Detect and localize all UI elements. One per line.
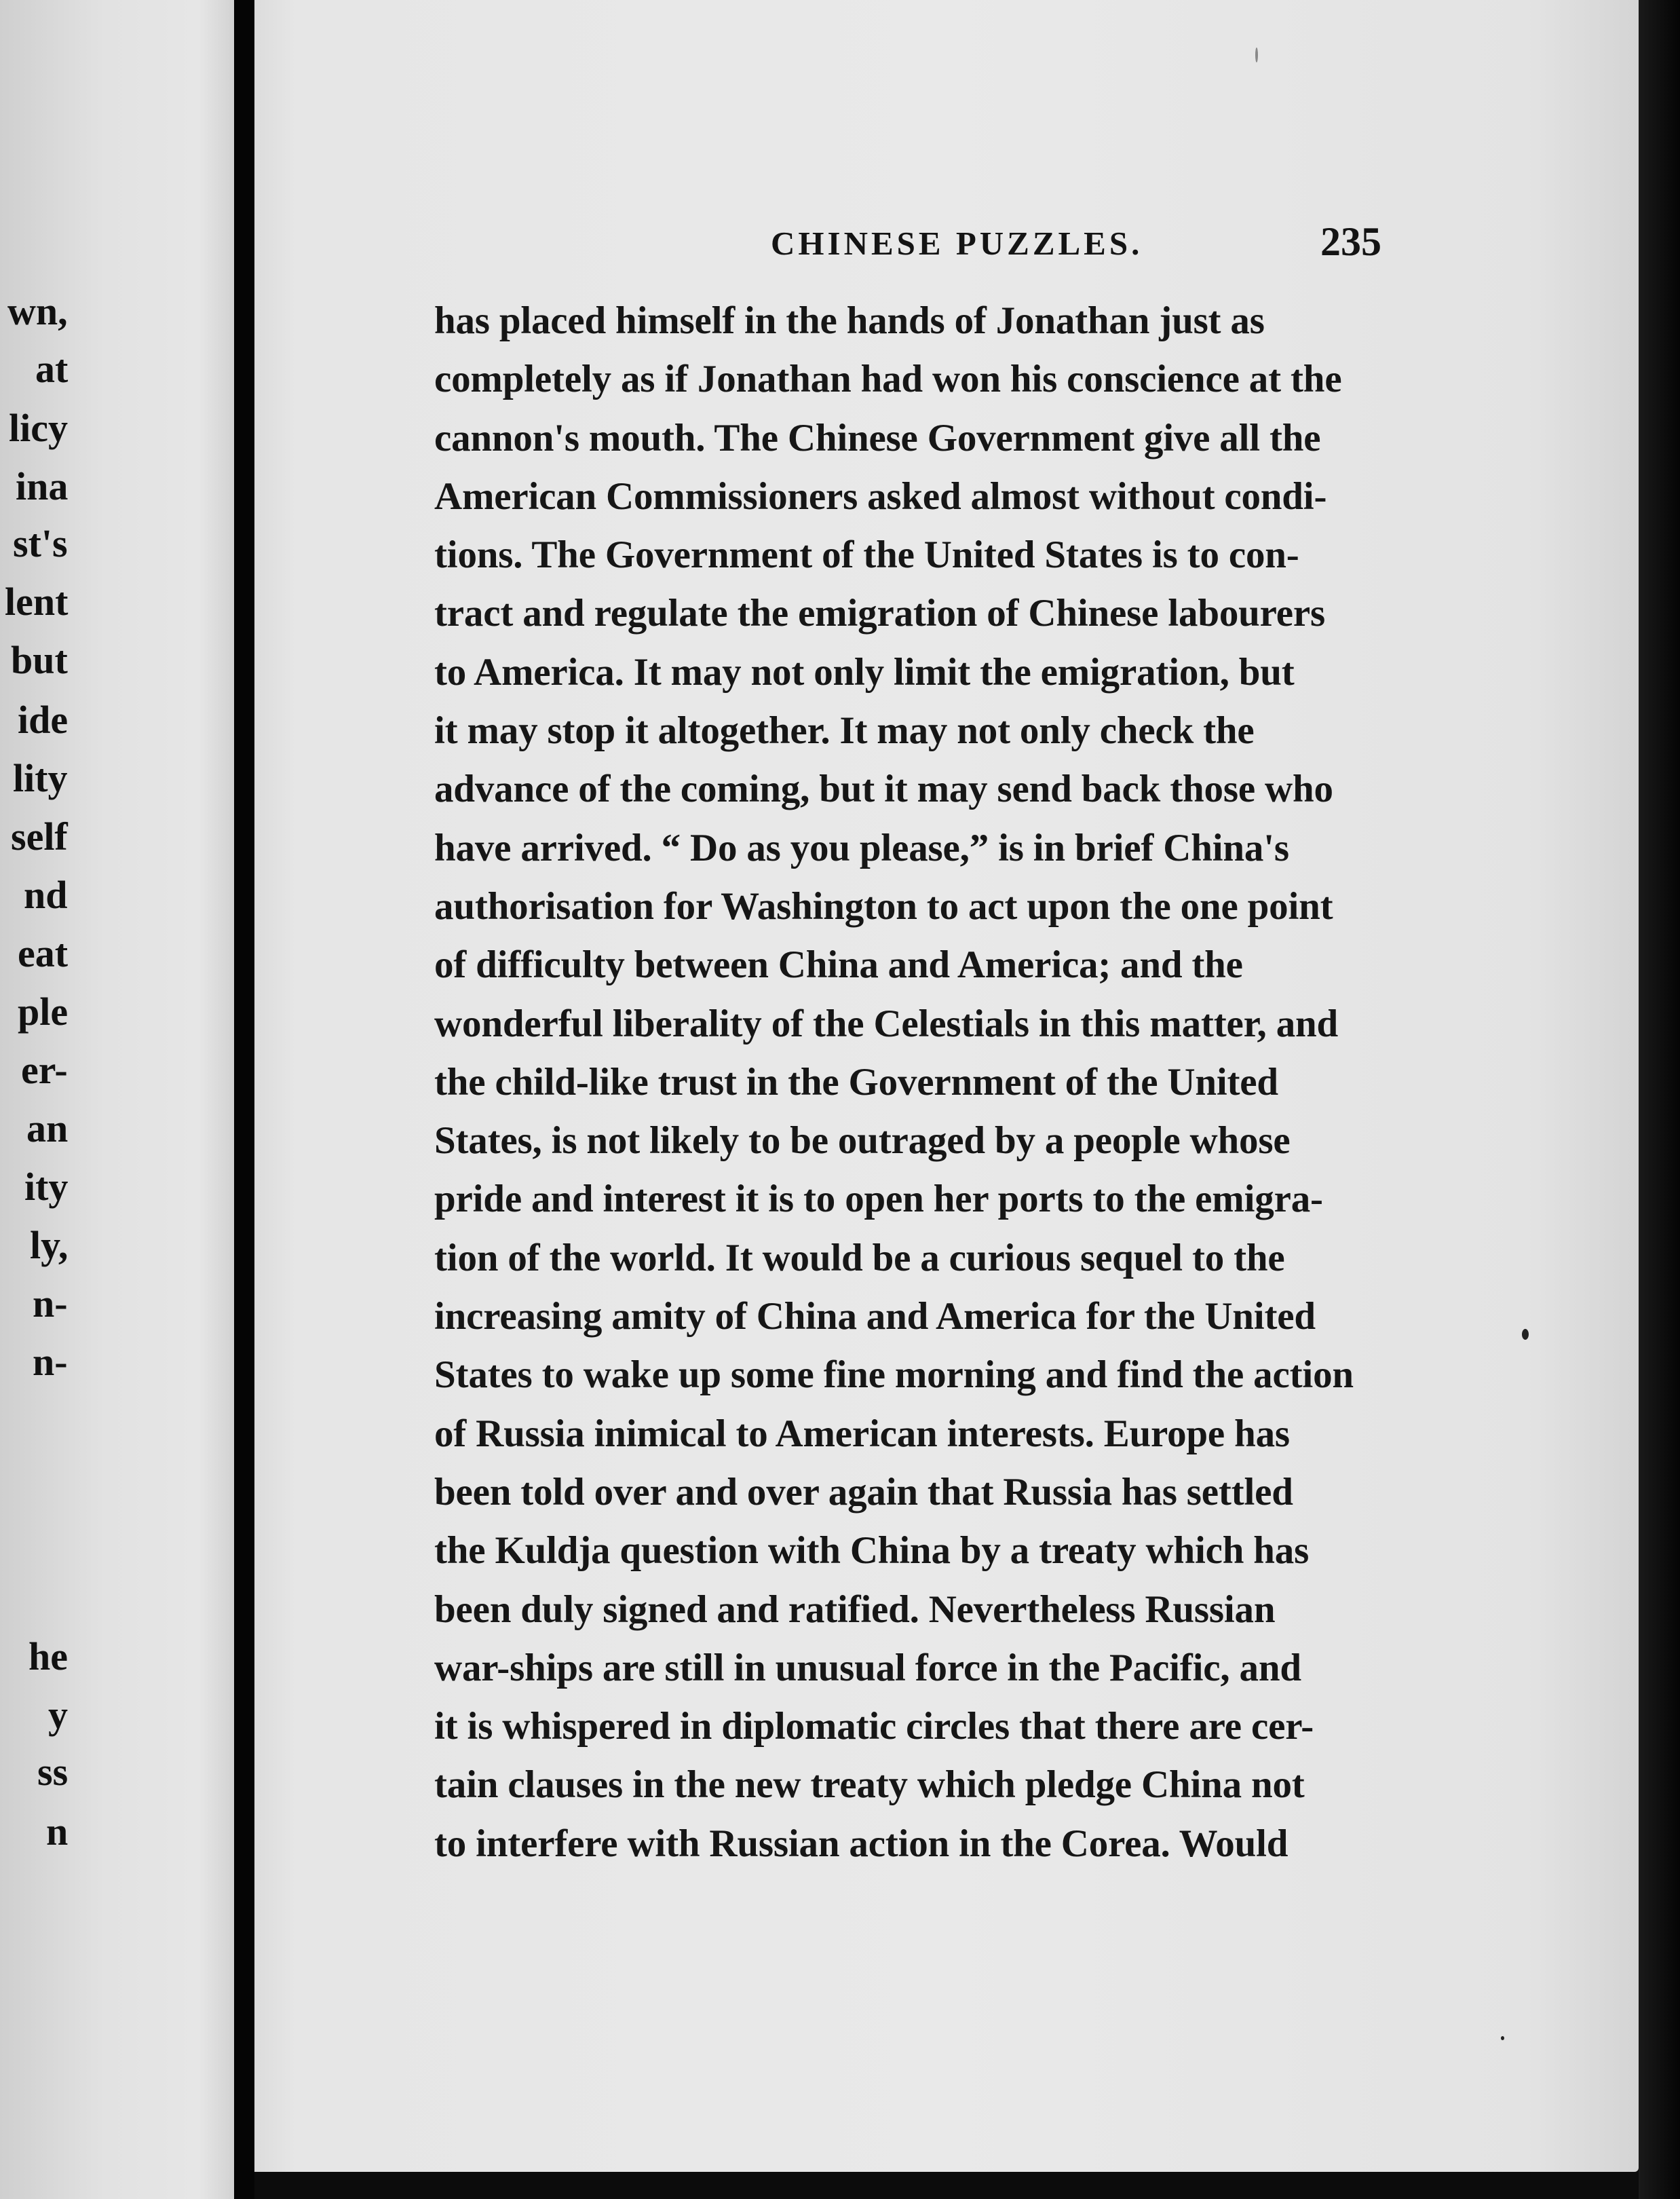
scan-speck	[1501, 2036, 1504, 2040]
facing-page-fragment: ity	[24, 1165, 69, 1209]
text-line: been told over and over again that Russia has settled	[434, 1470, 1293, 1514]
facing-page-fragment: ss	[37, 1750, 69, 1794]
text-line: it may stop it altogether. It may not only check the	[434, 709, 1255, 753]
scan-speck	[1522, 1329, 1529, 1340]
text-line: of difficulty between China and America; and the	[434, 943, 1243, 987]
facing-page-fragment: but	[11, 638, 68, 682]
facing-page-fragment: eat	[18, 931, 69, 975]
facing-page-fragment: self	[11, 814, 68, 859]
text-line: war-ships are still in unusual force in the Pacific, and	[434, 1646, 1301, 1689]
text-line: tract and regulate the emigration of Chinese labourers	[434, 592, 1325, 635]
text-line: tain clauses in the new treaty which pledge China not	[434, 1763, 1305, 1807]
facing-page-fragment: licy	[9, 406, 68, 450]
facing-page-fragment: an	[26, 1106, 69, 1150]
facing-page-fragment: ple	[18, 990, 69, 1034]
text-line: been duly signed and ratified. Nevertheless Russian	[434, 1587, 1276, 1631]
facing-page-fragment: y	[48, 1693, 68, 1737]
text-line: to interfere with Russian action in the Corea. Would	[434, 1822, 1288, 1865]
page-edge-shadow	[1639, 0, 1680, 2199]
facing-page-fragment: wn,	[7, 289, 68, 333]
facing-page-fragment: lent	[5, 580, 69, 624]
facing-page-fragment: st's	[13, 521, 68, 565]
facing-page-fragment: ly,	[30, 1223, 69, 1267]
facing-page-fragment: at	[35, 347, 69, 391]
facing-page-fragment: he	[28, 1634, 68, 1678]
page-number: 235	[1320, 219, 1381, 264]
text-line: the Kuldja question with China by a treaty which has	[434, 1529, 1310, 1573]
text-line: to America. It may not only limit the emigration, but	[434, 650, 1295, 694]
text-line: it is whispered in diplomatic circles that there are cer-	[434, 1705, 1314, 1748]
book-gutter	[234, 0, 254, 2199]
text-line: the child-like trust in the Government of the United	[434, 1060, 1278, 1104]
text-line: tion of the world. It would be a curious sequel to the	[434, 1236, 1285, 1279]
text-line: wonderful liberality of the Celestials in this matter, and	[434, 1002, 1339, 1045]
facing-page-text	[0, 0, 234, 2199]
facing-page-fragment: n	[46, 1809, 69, 1854]
text-line: States to wake up some fine morning and find the action	[434, 1353, 1354, 1397]
body-text	[434, 292, 1384, 1873]
running-title: CHINESE PUZZLES.	[771, 225, 1143, 262]
text-line: has placed himself in the hands of Jonathan just as	[434, 299, 1265, 342]
text-line: tions. The Government of the United States is to con-	[434, 533, 1299, 577]
facing-page	[0, 0, 234, 2199]
facing-page-fragment: ina	[16, 464, 69, 508]
text-line: authorisation for Washington to act upon the one point	[434, 884, 1333, 928]
facing-page-fragment: lity	[13, 756, 68, 800]
facing-page-fragment: n-	[33, 1281, 68, 1326]
facing-page-fragment: er-	[21, 1048, 68, 1092]
facing-page-fragment: nd	[24, 873, 68, 917]
text-line: completely as if Jonathan had won his conscience at the	[434, 358, 1342, 401]
text-line: advance of the coming, but it may send back those who	[434, 768, 1333, 811]
text-line: pride and interest it is to open her ports to the emigra-	[434, 1178, 1323, 1221]
text-line: American Commissioners asked almost without condi-	[434, 474, 1327, 518]
scan-speck	[1255, 48, 1258, 62]
text-line: have arrived. “ Do as you please,” is in brief China's	[434, 826, 1289, 869]
text-line: cannon's mouth. The Chinese Government give all the	[434, 416, 1321, 459]
facing-page-fragment: n-	[33, 1340, 68, 1384]
facing-page-fragment: ide	[18, 698, 69, 742]
text-line: increasing amity of China and America for the United	[434, 1295, 1316, 1338]
text-line: States, is not likely to be outraged by a people whose	[434, 1119, 1291, 1163]
text-line: of Russia inimical to American interests. Europe has	[434, 1412, 1290, 1455]
